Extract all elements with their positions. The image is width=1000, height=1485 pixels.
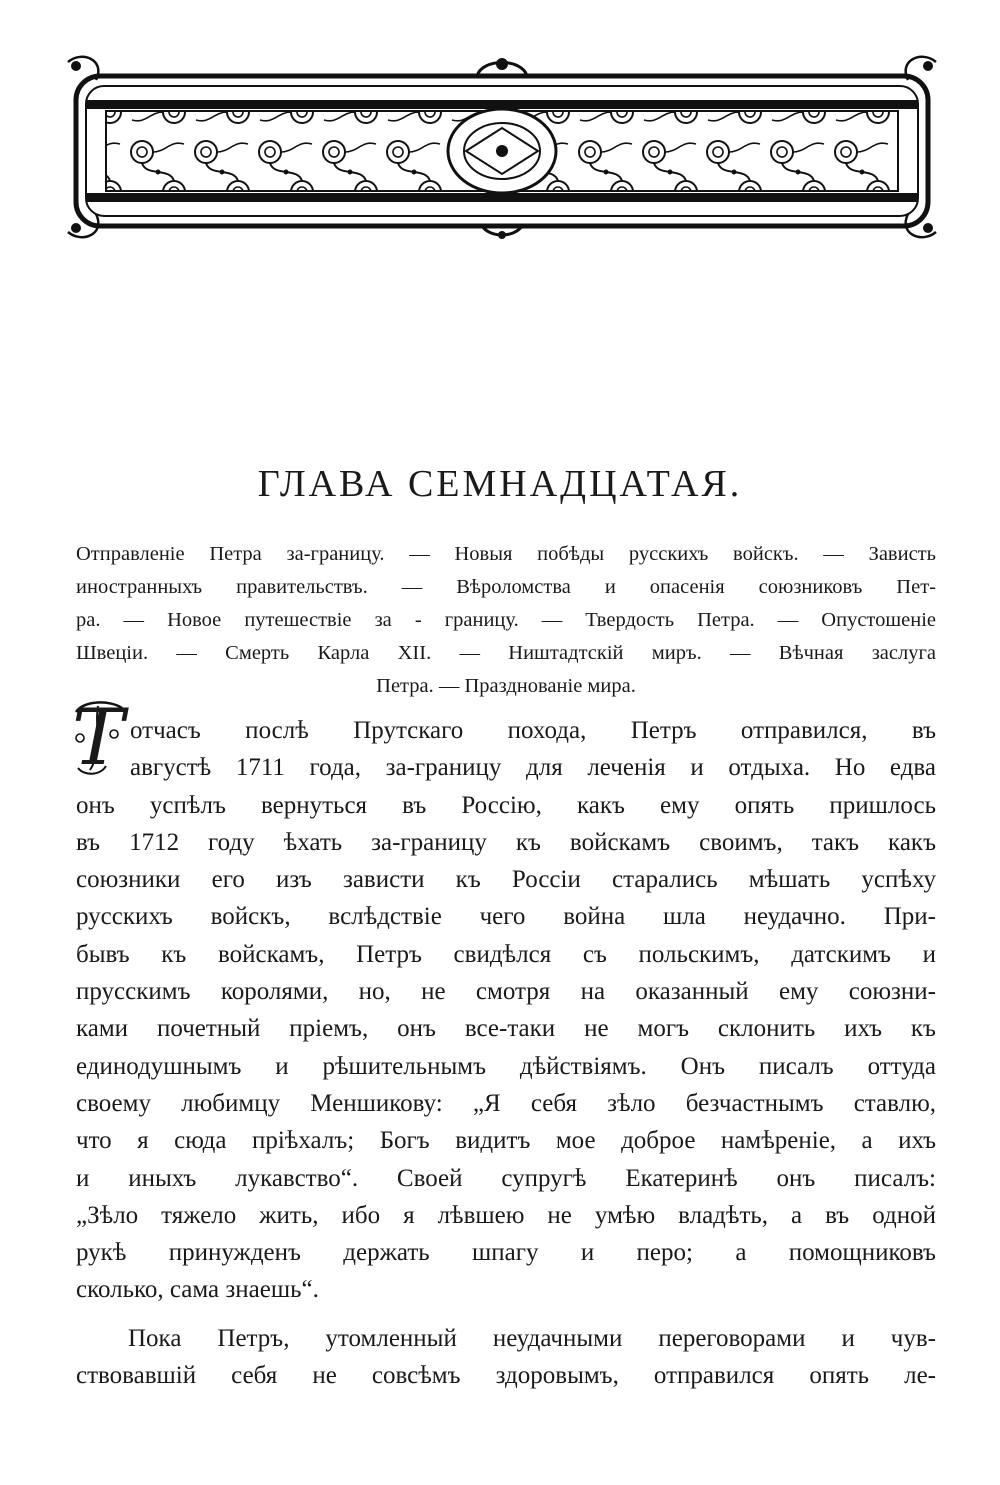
text-line: союзники его изъ зависти къ Россіи старались мѣшать успѣху: [76, 866, 936, 894]
text-line: онъ успѣлъ вернуться въ Россію, какъ ему опять пришлось: [76, 791, 936, 819]
text-line: бывъ къ войскамъ, Петръ свидѣлся съ польскимъ, датскимъ и: [76, 940, 936, 968]
summary-line: иностранныхъ правительствъ. — Вѣроломства и опасенія союзниковъ Пет-: [76, 576, 936, 598]
text-line: Пока Петръ, утомленный неудачными переговорами и чув-: [128, 1324, 936, 1352]
summary-line: Швеціи. — Смерть Карла XII. — Ништадтскій миръ. — Вѣчная заслуга: [76, 642, 936, 664]
text-line: ками почетный пріемъ, онъ все-таки не могъ склонить ихъ къ: [76, 1015, 936, 1043]
text-line: прусскимъ королями, но, не смотря на оказанный ему союзни-: [76, 978, 936, 1006]
text-line: ствовавшій себя не совсѣмъ здоровымъ, отправился опять ле-: [76, 1362, 936, 1390]
text-line: единодушнымъ и рѣшительнымъ дѣйствіямъ. Онъ писалъ оттуда: [76, 1052, 936, 1080]
text-line: „Зѣло тяжело жить, ибо я лѣвшею не умѣю владѣть, а въ одной: [76, 1201, 936, 1229]
text-line: русскихъ войскъ, вслѣдствіе чего война шла неудачно. При-: [76, 903, 936, 931]
text-line: и иныхъ лукавство“. Своей супругѣ Екатеринѣ онъ писалъ:: [76, 1164, 936, 1192]
text-line: августѣ 1711 года, за-границу для леченія и отдыха. Но едва: [130, 754, 936, 782]
chapter-summary: [76, 538, 936, 703]
text-line: отчасъ послѣ Прутскаго похода, Петръ отправился, въ: [130, 717, 936, 744]
drop-cap-letter: Т: [71, 693, 125, 783]
summary-line: Отправленіе Петра за-границу. — Новыя побѣды русскихъ войскъ. — Зависть: [76, 543, 936, 565]
summary-line: ра. — Новое путешествіе за - границу. — Твердость Петра. — Опустошеніе: [76, 609, 936, 631]
text-line: рукѣ принужденъ держать шпагу и перо; а помощниковъ: [76, 1239, 936, 1267]
text-line: своему любимцу Меншикову: „Я себя зѣло безчастнымъ ставлю,: [76, 1089, 936, 1117]
text-line: что я сюда пріѣхалъ; Богъ видитъ мое доброе намѣреніе, а ихъ: [76, 1127, 936, 1155]
summary-line: Петра. — Празднованіе мира.: [376, 675, 636, 697]
text-line: сколько, сама знаешь“.: [76, 1276, 319, 1304]
text-line: въ 1712 году ѣхать за-границу къ войскамъ своимъ, такъ какъ: [76, 828, 936, 856]
ornamental-header-band: [62, 52, 942, 242]
chapter-title: ГЛАВА СЕМНАДЦАТАЯ.: [257, 463, 743, 505]
body-text: [76, 712, 936, 1394]
